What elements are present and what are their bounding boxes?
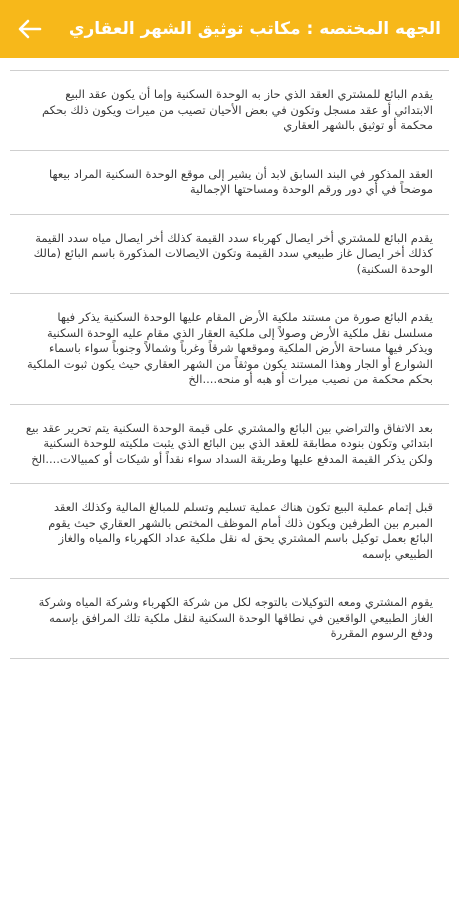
step-card-5: بعد الاتفاق والتراضي بين البائع والمشتري على قيمة الوحدة السكنية يتم تحرير عقد بيع ابتدائي وتكون بنوده مطابقة للعقد الذي بين البائع الذي يثبت ملكيته للوحدة السكنية ولكن يذكر القيمة المدفع عليها وطريقة السداد سواء نقداً أو شيكات أو كمبيالات....الخ xyxy=(10,404,449,484)
step-card-3: يقدم البائع للمشتري أخر ايصال كهرباء سدد القيمة كذلك أخر ايصال مياه سدد القيمة كذلك أخر ايصال غاز طبيعي سدد القيمة وتكون الايصالات المذكورة باسم البائع (مالك الوحدة السكنية) xyxy=(10,214,449,294)
step-card-4: يقدم البائع صورة من مستند ملكية الأرض المقام عليها الوحدة السكنية يذكر فيها مسلسل نقل ملكية الأرض وصولاً إلى ملكية العقار الذي مقام عليه الوحدة السكنية ويذكر فيها مساحة الأرض الملكية وموقعها شرقاً وغرباً وشمالاً وجنوباً سواء باسماء الشوارع أو الجار وهذا المستند يكون موثقاً من الشهر العقاري حيث يكون ثبوت الملكية بحكم محكمة من نصيب ميرات أو هبه أو منحه....الخ xyxy=(10,293,449,404)
arrow-left-icon xyxy=(18,19,42,39)
steps-list xyxy=(10,70,449,658)
back-button[interactable] xyxy=(14,13,46,45)
step-card-2: العقد المذكور في البند السابق لابد أن يشير إلى موقع الوحدة السكنية المراد بيعها موضحاً في أي دور ورقم الوحدة ومساحتها الإجمالية xyxy=(10,150,449,214)
step-card-6: قبل إتمام عملية البيع تكون هناك عملية تسليم وتسلم للمبالغ المالية وكذلك العقد المبرم بين الطرفين ويكون ذلك أمام الموظف المختص بالشهر العقاري حيث يقوم البائع بعمل توكيل باسم المشتري يحق له نقل ملكية عداد الكهرباء والمياه والغاز الطبيعي بإسمه xyxy=(10,483,449,578)
page-title: الجهه المختصه : مكاتب توثيق الشهر العقاري xyxy=(68,19,441,39)
app-bar xyxy=(0,0,459,58)
step-card-7: يقوم المشتري ومعه التوكيلات بالتوجه لكل من شركة الكهرباء وشركة المياه وشركة الغاز الطبيعي الواقعين في نطاقها الوحدة السكنية لنقل ملكية تلك المرافق بإسمه ودفع الرسوم المقررة xyxy=(10,578,449,658)
list-end-divider xyxy=(10,658,449,659)
steps-content xyxy=(0,58,459,659)
step-card-1: يقدم البائع للمشتري العقد الذي حاز به الوحدة السكنية وإما أن يكون عقد البيع الابتدائي أو عقد مسجل وتكون في بعض الأحيان تصيب من ميرات ويكون ذلك بحكم محكمة أو توثيق بالشهر العقاري xyxy=(10,70,449,150)
